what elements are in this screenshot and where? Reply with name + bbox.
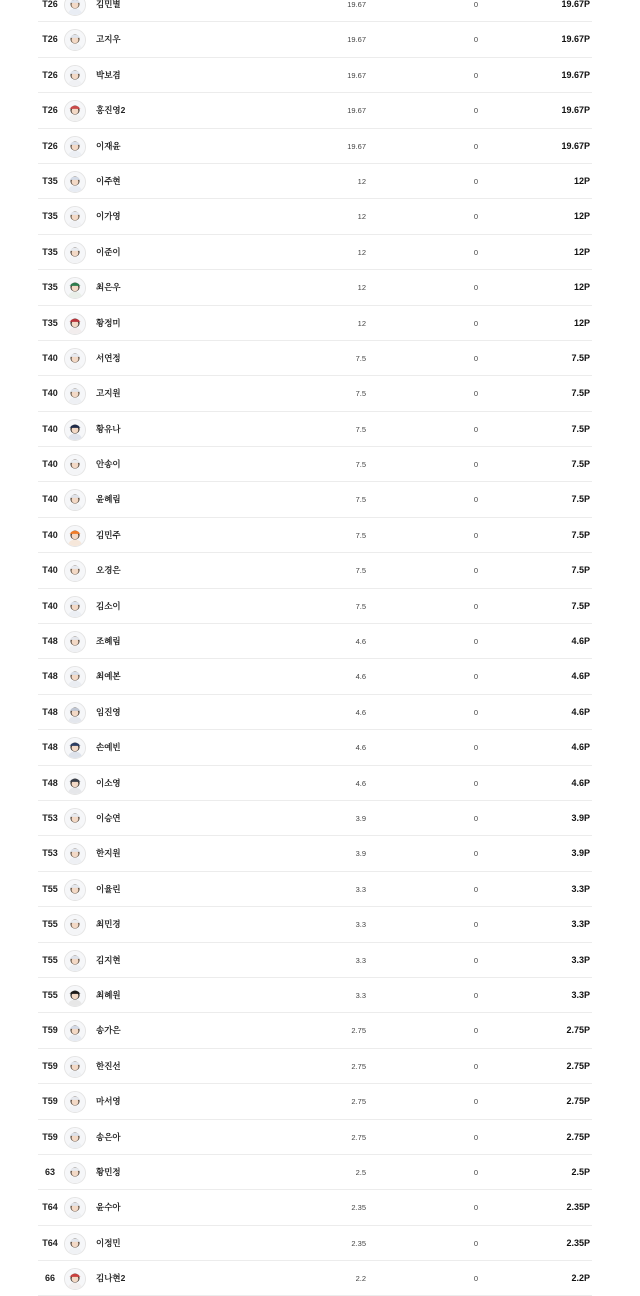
bonus-points: 0 (473, 778, 478, 788)
round-points: 3.3 (355, 990, 366, 1000)
player-avatar (64, 277, 86, 299)
round-points: 19.67 (347, 70, 366, 80)
bonus-points: 0 (473, 637, 478, 647)
round-points: 3.9 (355, 813, 366, 823)
player-avatar (64, 1020, 86, 1042)
bonus-points: 0 (473, 1026, 478, 1036)
bonus-points: 0 (473, 106, 478, 116)
total-points: 7.5P (571, 529, 590, 540)
player-avatar (64, 560, 86, 582)
player-avatar (64, 843, 86, 865)
standings-row[interactable] (38, 235, 592, 270)
round-points: 4.6 (355, 743, 366, 753)
total-points: 19.67P (561, 69, 590, 80)
player-avatar (64, 206, 86, 228)
standings-row[interactable] (38, 1190, 592, 1225)
player-avatar (64, 348, 86, 370)
standings-row[interactable] (38, 1226, 592, 1261)
standings-row[interactable] (38, 766, 592, 801)
rank-label: T26 (42, 140, 58, 151)
round-points: 4.6 (355, 637, 366, 647)
total-points: 2.5P (571, 1166, 590, 1177)
rank-label: T26 (42, 0, 58, 9)
rank-label: T55 (42, 883, 58, 894)
standings-row[interactable] (38, 482, 592, 517)
player-avatar (64, 419, 86, 441)
rank-label: T35 (42, 246, 58, 257)
bonus-points: 0 (473, 1274, 478, 1284)
rank-label: T59 (42, 1096, 58, 1107)
player-name[interactable]: 최민경 (96, 919, 121, 930)
total-points: 19.67P (561, 140, 590, 151)
player-avatar (64, 1056, 86, 1078)
round-points: 2.5 (355, 1167, 366, 1177)
rank-label: 66 (44, 1273, 55, 1284)
standings-row[interactable] (38, 199, 592, 234)
rank-label: T55 (42, 919, 58, 930)
round-points: 19.67 (347, 35, 366, 45)
player-avatar (64, 136, 86, 158)
player-name[interactable]: 이가영 (96, 211, 121, 222)
total-points: 2.75P (566, 1060, 590, 1071)
player-avatar (64, 313, 86, 335)
round-points: 7.5 (355, 530, 366, 540)
total-points: 4.6P (571, 671, 590, 682)
rank-label: T53 (42, 812, 58, 823)
bonus-points: 0 (473, 530, 478, 540)
player-avatar (64, 737, 86, 759)
round-points: 12 (357, 176, 366, 186)
rank-label: T35 (42, 282, 58, 293)
round-points: 7.5 (355, 424, 366, 434)
player-avatar (64, 29, 86, 51)
bonus-points: 0 (473, 141, 478, 151)
standings-row[interactable] (38, 978, 592, 1013)
player-name[interactable]: 최은우 (96, 282, 121, 293)
round-points: 3.3 (355, 955, 366, 965)
bonus-points: 0 (473, 743, 478, 753)
player-avatar (64, 242, 86, 264)
total-points: 3.3P (571, 919, 590, 930)
round-points: 7.5 (355, 353, 366, 363)
round-points: 2.75 (351, 1061, 366, 1071)
standings-row[interactable] (38, 412, 592, 447)
round-points: 7.5 (355, 460, 366, 470)
rank-label: T53 (42, 848, 58, 859)
standings-row[interactable] (38, 943, 592, 978)
bonus-points: 0 (473, 813, 478, 823)
round-points: 4.6 (355, 672, 366, 682)
total-points: 3.3P (571, 954, 590, 965)
standings-row[interactable] (38, 624, 592, 659)
standings-row[interactable] (38, 1049, 592, 1084)
bonus-points: 0 (473, 1203, 478, 1213)
bonus-points: 0 (473, 1238, 478, 1248)
round-points: 2.35 (351, 1203, 366, 1213)
player-name[interactable]: 윤혜림 (96, 494, 121, 505)
player-avatar (64, 1127, 86, 1149)
player-avatar (64, 702, 86, 724)
bonus-points: 0 (473, 1097, 478, 1107)
player-name[interactable]: 김민별 (96, 0, 121, 9)
bonus-points: 0 (473, 283, 478, 293)
standings-row[interactable] (38, 306, 592, 341)
player-name[interactable]: 마서영 (96, 1096, 121, 1107)
total-points: 3.3P (571, 883, 590, 894)
rank-label: T26 (42, 34, 58, 45)
total-points: 3.9P (571, 848, 590, 859)
rank-label: T40 (42, 565, 58, 576)
player-name[interactable]: 이승연 (96, 812, 121, 823)
rank-label: T48 (42, 777, 58, 788)
player-avatar (64, 65, 86, 87)
bonus-points: 0 (473, 318, 478, 328)
player-name[interactable]: 이준이 (96, 246, 121, 257)
standings-row[interactable] (38, 553, 592, 588)
rank-label: T48 (42, 742, 58, 753)
player-name[interactable]: 홍진영2 (96, 105, 126, 116)
bonus-points: 0 (473, 1132, 478, 1142)
standings-row[interactable] (38, 447, 592, 482)
player-name[interactable]: 한지원 (96, 848, 121, 859)
player-name[interactable]: 최혜원 (96, 989, 121, 1000)
player-avatar (64, 631, 86, 653)
rank-label: T26 (42, 69, 58, 80)
standings-row[interactable] (38, 801, 592, 836)
player-name[interactable]: 송가은 (96, 1025, 121, 1036)
rank-label: T64 (42, 1202, 58, 1213)
total-points: 12P (573, 246, 590, 257)
bonus-points: 0 (473, 70, 478, 80)
player-name[interactable]: 조혜림 (96, 636, 121, 647)
player-name[interactable]: 오경은 (96, 565, 121, 576)
total-points: 4.6P (571, 636, 590, 647)
bonus-points: 0 (473, 176, 478, 186)
bonus-points: 0 (473, 884, 478, 894)
rank-label: T55 (42, 954, 58, 965)
player-avatar (64, 383, 86, 405)
standings-row[interactable] (38, 872, 592, 907)
player-avatar (64, 1268, 86, 1290)
player-avatar (64, 454, 86, 476)
round-points: 3.3 (355, 920, 366, 930)
rank-label: T35 (42, 211, 58, 222)
player-avatar (64, 1197, 86, 1219)
round-points: 2.75 (351, 1026, 366, 1036)
standings-row[interactable] (38, 589, 592, 624)
standings-row[interactable] (38, 341, 592, 376)
total-points: 19.67P (561, 0, 590, 9)
standings-row[interactable] (38, 1155, 592, 1190)
player-name[interactable]: 윤수아 (96, 1202, 121, 1213)
standings-row[interactable] (38, 270, 592, 305)
total-points: 4.6P (571, 706, 590, 717)
rank-label: T59 (42, 1131, 58, 1142)
standings-row[interactable] (38, 0, 592, 22)
rank-label: T40 (42, 494, 58, 505)
player-avatar (64, 171, 86, 193)
bonus-points: 0 (473, 601, 478, 611)
player-name[interactable]: 고지우 (96, 34, 121, 45)
rank-label: T59 (42, 1060, 58, 1071)
player-avatar (64, 100, 86, 122)
standings-row[interactable] (38, 22, 592, 57)
bonus-points: 0 (473, 707, 478, 717)
round-points: 7.5 (355, 389, 366, 399)
rank-label: 63 (44, 1166, 55, 1177)
bonus-points: 0 (473, 849, 478, 859)
round-points: 4.6 (355, 778, 366, 788)
total-points: 12P (573, 317, 590, 328)
total-points: 12P (573, 282, 590, 293)
bonus-points: 0 (473, 0, 478, 9)
player-avatar (64, 808, 86, 830)
total-points: 19.67P (561, 105, 590, 116)
rank-label: T40 (42, 423, 58, 434)
player-avatar (64, 879, 86, 901)
player-name[interactable]: 이재윤 (96, 140, 121, 151)
player-name[interactable]: 손예빈 (96, 742, 121, 753)
player-avatar (64, 489, 86, 511)
player-name[interactable]: 최예본 (96, 671, 121, 682)
player-name[interactable]: 서연정 (96, 352, 121, 363)
standings-row[interactable] (38, 1120, 592, 1155)
player-name[interactable]: 황민정 (96, 1166, 121, 1177)
rank-label: T48 (42, 671, 58, 682)
player-avatar (64, 1091, 86, 1113)
player-name[interactable]: 김나현2 (96, 1273, 126, 1284)
standings-row[interactable] (38, 836, 592, 871)
player-avatar (64, 773, 86, 795)
rank-label: T26 (42, 105, 58, 116)
bonus-points: 0 (473, 672, 478, 682)
player-name[interactable]: 한진선 (96, 1060, 121, 1071)
standings-row[interactable] (38, 58, 592, 93)
total-points: 12P (573, 211, 590, 222)
player-name[interactable]: 박보겸 (96, 69, 121, 80)
bonus-points: 0 (473, 1167, 478, 1177)
standings-row[interactable] (38, 93, 592, 128)
standings-list (38, 0, 592, 1296)
standings-row[interactable] (38, 730, 592, 765)
standings-row[interactable] (38, 907, 592, 942)
total-points: 2.35P (566, 1202, 590, 1213)
rank-label: T40 (42, 459, 58, 470)
standings-row[interactable] (38, 376, 592, 411)
player-name[interactable]: 황정미 (96, 317, 121, 328)
standings-row[interactable] (38, 1084, 592, 1119)
player-avatar (64, 950, 86, 972)
player-avatar (64, 1233, 86, 1255)
player-name[interactable]: 고지원 (96, 388, 121, 399)
round-points: 12 (357, 247, 366, 257)
total-points: 2.75P (566, 1131, 590, 1142)
player-avatar (64, 525, 86, 547)
total-points: 3.3P (571, 989, 590, 1000)
round-points: 2.75 (351, 1132, 366, 1142)
total-points: 19.67P (561, 34, 590, 45)
standings-row[interactable] (38, 164, 592, 199)
player-name[interactable]: 임진영 (96, 706, 121, 717)
round-points: 7.5 (355, 566, 366, 576)
total-points: 7.5P (571, 494, 590, 505)
rank-label: T40 (42, 352, 58, 363)
standings-row[interactable] (38, 518, 592, 553)
player-avatar (64, 985, 86, 1007)
total-points: 7.5P (571, 388, 590, 399)
player-name[interactable]: 이주현 (96, 175, 121, 186)
bonus-points: 0 (473, 35, 478, 45)
round-points: 3.9 (355, 849, 366, 859)
standings-row[interactable] (38, 659, 592, 694)
rank-label: T40 (42, 388, 58, 399)
bonus-points: 0 (473, 990, 478, 1000)
player-name[interactable]: 김소이 (96, 600, 121, 611)
bonus-points: 0 (473, 424, 478, 434)
rank-label: T55 (42, 989, 58, 1000)
round-points: 12 (357, 212, 366, 222)
player-name[interactable]: 이소영 (96, 777, 121, 788)
rank-label: T59 (42, 1025, 58, 1036)
player-name[interactable]: 안송이 (96, 459, 121, 470)
standings-row[interactable] (38, 695, 592, 730)
player-name[interactable]: 송은아 (96, 1131, 121, 1142)
round-points: 7.5 (355, 495, 366, 505)
total-points: 7.5P (571, 565, 590, 576)
round-points: 12 (357, 318, 366, 328)
round-points: 3.3 (355, 884, 366, 894)
total-points: 4.6P (571, 777, 590, 788)
total-points: 2.2P (571, 1273, 590, 1284)
round-points: 7.5 (355, 601, 366, 611)
round-points: 2.2 (355, 1274, 366, 1284)
bonus-points: 0 (473, 389, 478, 399)
bonus-points: 0 (473, 920, 478, 930)
player-name[interactable]: 이율린 (96, 883, 121, 894)
total-points: 3.9P (571, 812, 590, 823)
standings-row[interactable] (38, 129, 592, 164)
total-points: 7.5P (571, 352, 590, 363)
round-points: 12 (357, 283, 366, 293)
player-name[interactable]: 김지현 (96, 954, 121, 965)
round-points: 19.67 (347, 106, 366, 116)
rank-label: T48 (42, 706, 58, 717)
rank-label: T64 (42, 1237, 58, 1248)
bonus-points: 0 (473, 955, 478, 965)
player-name[interactable]: 황유나 (96, 423, 121, 434)
bonus-points: 0 (473, 566, 478, 576)
round-points: 19.67 (347, 141, 366, 151)
bonus-points: 0 (473, 212, 478, 222)
player-avatar (64, 0, 86, 16)
total-points: 7.5P (571, 600, 590, 611)
player-name[interactable]: 이정민 (96, 1237, 121, 1248)
bonus-points: 0 (473, 247, 478, 257)
rank-label: T35 (42, 175, 58, 186)
player-avatar (64, 596, 86, 618)
round-points: 2.35 (351, 1238, 366, 1248)
rank-label: T48 (42, 636, 58, 647)
player-avatar (64, 666, 86, 688)
round-points: 2.75 (351, 1097, 366, 1107)
bonus-points: 0 (473, 495, 478, 505)
total-points: 2.35P (566, 1237, 590, 1248)
player-name[interactable]: 김민주 (96, 529, 121, 540)
bonus-points: 0 (473, 460, 478, 470)
rank-label: T40 (42, 529, 58, 540)
total-points: 7.5P (571, 423, 590, 434)
round-points: 4.6 (355, 707, 366, 717)
bonus-points: 0 (473, 1061, 478, 1071)
total-points: 4.6P (571, 742, 590, 753)
total-points: 7.5P (571, 459, 590, 470)
rank-label: T40 (42, 600, 58, 611)
round-points: 19.67 (347, 0, 366, 9)
standings-row[interactable] (38, 1261, 592, 1296)
total-points: 2.75P (566, 1025, 590, 1036)
rank-label: T35 (42, 317, 58, 328)
player-avatar (64, 914, 86, 936)
player-avatar (64, 1162, 86, 1184)
total-points: 12P (573, 175, 590, 186)
total-points: 2.75P (566, 1096, 590, 1107)
bonus-points: 0 (473, 353, 478, 363)
standings-row[interactable] (38, 1013, 592, 1048)
